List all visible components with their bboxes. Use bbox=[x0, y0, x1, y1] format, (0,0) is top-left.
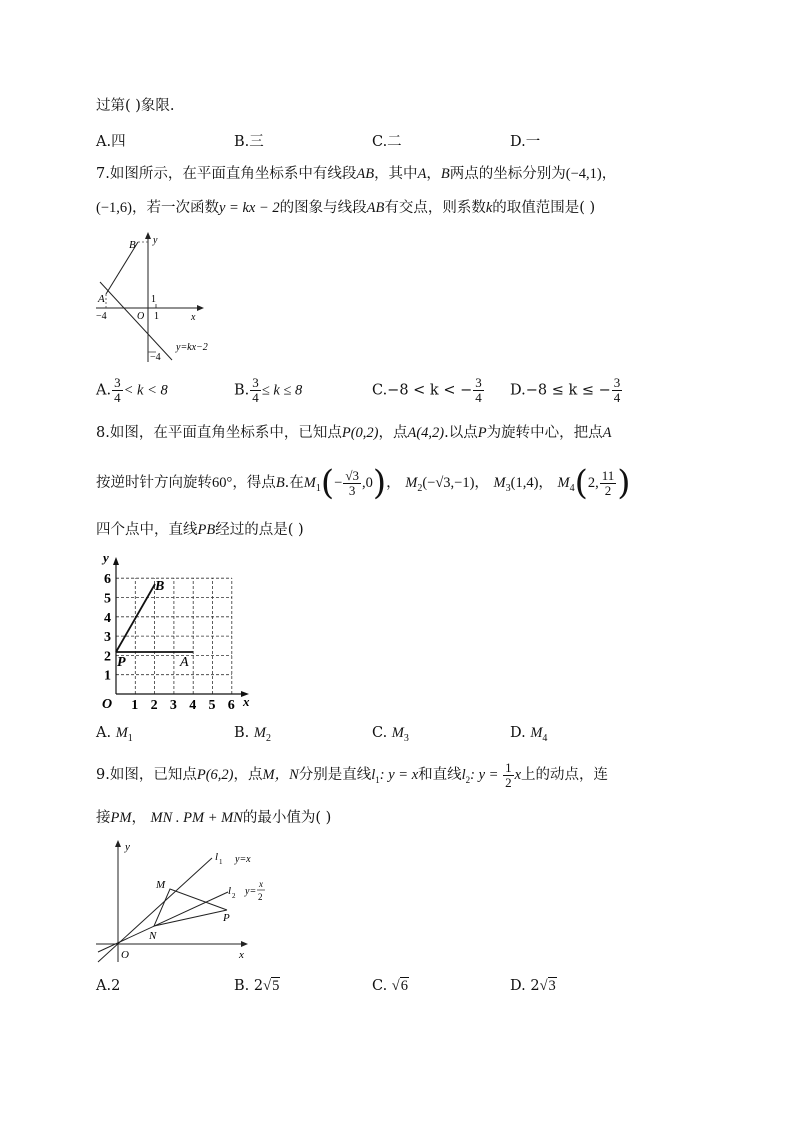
q9-option-a[interactable]: A.2 bbox=[96, 978, 121, 994]
q8-label-p: P bbox=[117, 655, 126, 670]
q7-option-a[interactable]: A. $\frac{3}{4}$ < k < 8 bbox=[96, 375, 168, 405]
q8-x-tick-label: 1 bbox=[131, 698, 139, 712]
q9-option-c[interactable]: C. √6 bbox=[372, 978, 409, 994]
q7-tick-1-x: 1 bbox=[154, 311, 159, 322]
q8-grid bbox=[116, 578, 232, 694]
q9-label-p: P bbox=[223, 912, 230, 924]
q9-label-l1: l bbox=[215, 851, 219, 863]
q9-line-1: 9.如图，已知点P(6,2)，点M，N分别是直线$l_1$: y = x和直线$l_2$: y = $\frac{1}{2}$ x上的动点，连 bbox=[96, 759, 609, 790]
q9-label-l1-sub: 1 bbox=[219, 858, 223, 866]
q7-option-c[interactable]: C.−8 < k < − $\frac{3}{4}$ bbox=[372, 375, 482, 405]
q7-line-2: (−1,6)，若一次函数y = kx − 2的图象与线段AB有交点，则系数k的取值范围是( ) bbox=[96, 200, 596, 216]
q7-tick-neg4-x: −4 bbox=[96, 311, 107, 322]
q9-option-b[interactable]: B. 2√5 bbox=[234, 978, 280, 994]
q8-label-a: A bbox=[180, 655, 189, 670]
q8-ticks bbox=[104, 572, 235, 712]
q9-label-x: x bbox=[239, 949, 244, 961]
q6-tail: 过第( )象限. bbox=[96, 98, 175, 114]
q7-x-arrow-icon bbox=[197, 305, 204, 311]
q8-y-tick-label: 6 bbox=[104, 572, 111, 588]
q8-label-o: O bbox=[102, 697, 113, 712]
q8-option-b[interactable]: B. $M_2$ bbox=[234, 725, 271, 744]
q9-label-m: M bbox=[156, 879, 166, 891]
q6-option-a[interactable]: A.四 bbox=[96, 134, 126, 150]
q8-x-tick-label: 2 bbox=[150, 698, 158, 712]
q6-option-b[interactable]: B.三 bbox=[234, 134, 264, 150]
q8-x-tick-label: 6 bbox=[227, 698, 235, 712]
q8-label-x: x bbox=[243, 694, 250, 709]
q8-y-tick-label: 2 bbox=[104, 649, 111, 665]
q8-label-b: B bbox=[155, 579, 165, 594]
q7-label-b: B bbox=[129, 239, 136, 251]
q9-label-o: O bbox=[121, 949, 129, 961]
q7-label-x: x bbox=[191, 312, 196, 323]
q8-option-a[interactable]: A. $M_1$ bbox=[96, 725, 133, 744]
q8-y-tick-label: 5 bbox=[104, 591, 111, 607]
q9-line-2: 接PM， MN . PM + MN的最小值为( ) bbox=[96, 810, 332, 826]
q9-triangle-pmn bbox=[154, 889, 227, 926]
q8-figure bbox=[96, 548, 256, 712]
q7-number: 7. bbox=[96, 166, 110, 182]
q7-line-label: y=kx−2 bbox=[176, 342, 208, 353]
q8-option-d[interactable]: D. $M_4$ bbox=[510, 725, 548, 744]
q8-option-c[interactable]: C. $M_3$ bbox=[372, 725, 409, 744]
q9-label-l1-eq: y=x bbox=[235, 854, 251, 865]
q9-label-l2-den: 2 bbox=[258, 892, 263, 902]
q9-line-l1 bbox=[98, 858, 212, 962]
q9-x-arrow-icon bbox=[241, 941, 248, 947]
q9-label-l2-sub: 2 bbox=[232, 892, 236, 900]
q8-y-tick-label: 1 bbox=[104, 668, 111, 684]
q7-label-y: y bbox=[153, 235, 158, 246]
q9-label-l2-eq: y= bbox=[245, 886, 257, 897]
q6-option-d[interactable]: D.一 bbox=[510, 134, 541, 150]
q9-figure bbox=[94, 838, 266, 966]
q7-figure bbox=[92, 228, 242, 364]
q9-label-y: y bbox=[125, 841, 130, 853]
q8-y-tick-label: 3 bbox=[104, 630, 111, 646]
q7-y-arrow-icon bbox=[145, 232, 151, 239]
q9-option-d[interactable]: D. 2√3 bbox=[510, 978, 556, 994]
q7-line-1: 7.如图所示，在平面直角坐标系中有线段AB，其中A，B两点的坐标分别为(−4,1)， bbox=[96, 166, 617, 182]
q7-option-b[interactable]: B. $\frac{3}{4}$ ≤ k ≤ 8 bbox=[234, 375, 303, 405]
q9-y-arrow-icon bbox=[115, 840, 121, 847]
q8-x-tick-label: 3 bbox=[169, 698, 177, 712]
q7-label-a: A bbox=[98, 293, 105, 305]
q8-y-tick-label: 4 bbox=[104, 610, 111, 626]
q8-line-3: 四个点中，直线PB经过的点是( ) bbox=[96, 522, 304, 538]
q8-x-tick-label: 4 bbox=[189, 698, 197, 712]
q7-option-d[interactable]: D.−8 ≤ k ≤ − $\frac{3}{4}$ bbox=[510, 375, 621, 405]
q8-x-tick-label: 5 bbox=[208, 698, 216, 712]
q7-label-o: O bbox=[137, 311, 145, 322]
q7-tick-neg4-y: −4 bbox=[150, 352, 161, 363]
q9-label-l2-num: x bbox=[259, 879, 263, 889]
q8-y-arrow-icon bbox=[113, 557, 119, 565]
q8-line-2: 按逆时针方向旋转60°，得点B.在$M_1(-$ $\frac{√3}{3}$ ,0)， $M_2(-√3,-1)$， $M_3(1,4)$， $M_4(2$, $\frac{11}{2}$ ) bbox=[96, 463, 631, 503]
q9-label-l2: l bbox=[228, 885, 232, 897]
q7-tick-1-y: 1 bbox=[151, 294, 156, 305]
q6-option-c[interactable]: C.二 bbox=[372, 134, 402, 150]
q8-line-1: 8.如图，在平面直角坐标系中，已知点P(0,2)，点A(4,2).以点P为旋转中心，把点A bbox=[96, 425, 612, 441]
q8-label-y: y bbox=[103, 550, 109, 565]
q9-label-n: N bbox=[149, 930, 157, 942]
q7-line-kx bbox=[100, 282, 172, 360]
